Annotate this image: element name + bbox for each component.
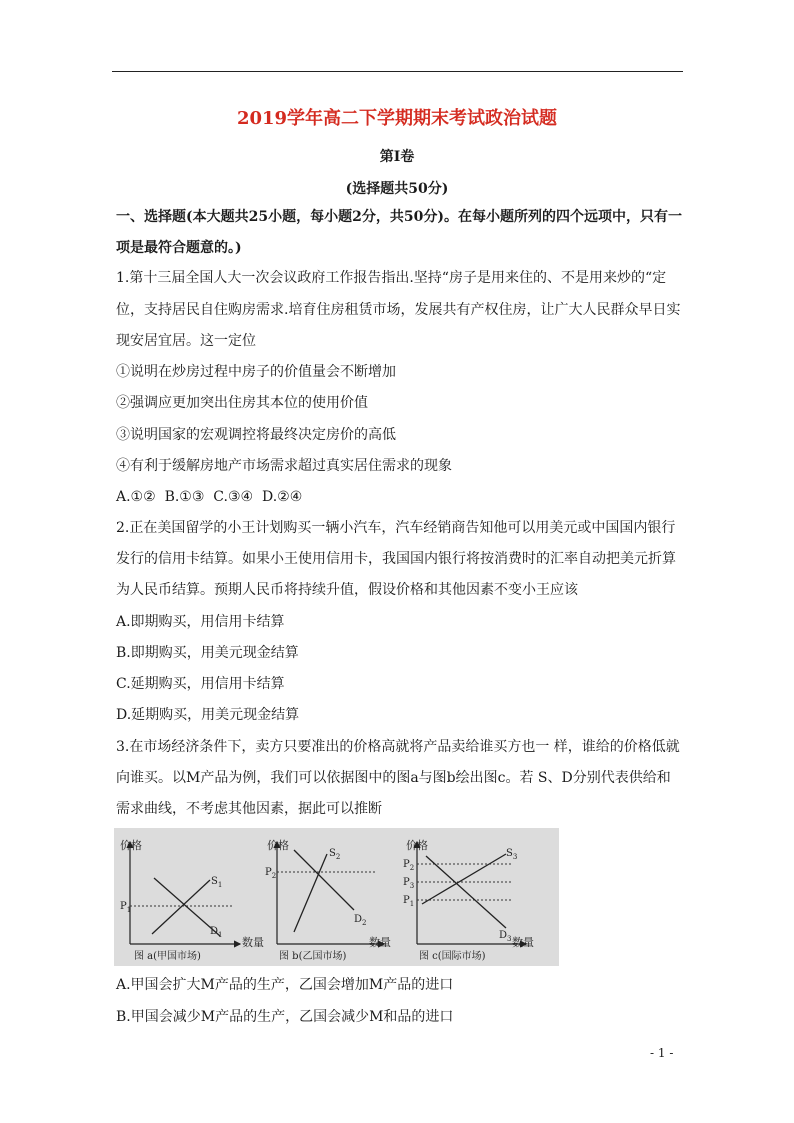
- panel-a: [120, 838, 264, 962]
- panel-c-price-mark-mid: $P_3$: [403, 877, 415, 890]
- section-heading-line1: 一、选择题(本大题共25小题，每小题2分，共50分)。在每小题所列的四个远项中，只有一: [116, 209, 682, 225]
- panel-c: [403, 838, 534, 962]
- panel-b-caption: 图 b(乙国市场): [279, 951, 347, 962]
- panel-a-price-mark: $P_1$: [120, 901, 132, 914]
- q3-stem-line2: 向谁买。以M产品为例，我们可以依据图中的图a与图b绘出图c。若 S、D分别代表供给和: [116, 770, 671, 786]
- panel-c-caption: 图 c(国际市场): [419, 951, 486, 962]
- panel-c-price-mark-top: $P_2$: [403, 859, 415, 872]
- q3-stem-line3: 需求曲线，不考虑其他因素，据此可以推断: [116, 801, 382, 817]
- q2-stem-line2: 发行的信用卡结算。如果小王使用信用卡，我国国内银行将按消费时的汇率自动把美元折算: [116, 551, 676, 567]
- panel-b: [265, 838, 391, 962]
- panel-c-supply-curve: [422, 854, 506, 904]
- q1-stem-line2: 位，支持居民自住购房需求.培育住房租赁市场，发展共有产权住房，让广大人民群众早日实: [116, 302, 681, 318]
- volume-label: 第Ⅰ卷: [379, 149, 415, 165]
- panel-a-supply-curve: [152, 880, 210, 934]
- q1-choices: A.①② B.①③ C.③④ D.②④: [116, 489, 303, 505]
- header-rule: [112, 71, 683, 72]
- panel-b-supply-label: $S_2$: [329, 848, 341, 861]
- q2-stem-line3: 为人民币结算。预期人民币将持续升值，假设价格和其他因素不变小王应该: [116, 582, 578, 598]
- page-number: - 1 -: [650, 1046, 674, 1060]
- q2-stem-line1: 2.正在美国留学的小王计划购买一辆小汽车，汽车经销商告知他可以用美元或中国国内银行: [116, 520, 676, 536]
- panel-b-quantity-label: 数量: [369, 936, 391, 949]
- q3-choice-a: A.甲国会扩大M产品的生产，乙国会增加M产品的进口: [116, 977, 454, 993]
- panel-a-demand-label: $D_1$: [210, 926, 223, 939]
- panel-b-price-label: 价格: [267, 839, 289, 852]
- section-heading-line2: 项是最符合题意的。): [116, 240, 242, 256]
- q1-option-1: ①说明在炒房过程中房子的价值量会不断增加: [116, 364, 396, 380]
- q3-stem-line1: 3.在市场经济条件下，卖方只要准出的价格高就将产品卖给谁买方也一 样，谁给的价格低就: [116, 739, 680, 755]
- q1-option-4: ④有利于缓解房地产市场需求超过真实居住需求的现象: [116, 458, 452, 474]
- panel-a-price-label: 价格: [120, 839, 142, 852]
- panel-a-quantity-label: 数量: [242, 936, 264, 949]
- supply-demand-diagrams: [114, 828, 559, 966]
- q2-choice-c: C.延期购买，用信用卡结算: [116, 676, 285, 692]
- panel-c-price-label: 价格: [406, 839, 428, 852]
- q1-option-2: ②强调应更加突出住房其本位的使用价值: [116, 395, 368, 411]
- q1-stem-line3: 现安居宜居。这一定位: [116, 333, 256, 349]
- panel-a-supply-label: $S_1$: [211, 876, 223, 889]
- q1-stem-line1: 1.第十三届全国人大一次会议政府工作报告指出.坚持“房子是用来住的、不是用来炒的“定: [116, 270, 667, 286]
- panel-b-demand-label: $D_2$: [354, 914, 367, 927]
- supply-demand-figure: [114, 828, 559, 966]
- q2-choice-b: B.即期购买，用美元现金结算: [116, 645, 299, 661]
- panel-c-demand-label: $D_3$: [499, 930, 512, 943]
- q2-choice-a: A.即期购买，用信用卡结算: [116, 614, 285, 630]
- panel-b-price-mark: $P_2$: [265, 867, 277, 880]
- q2-choice-d: D.延期购买，用美元现金结算: [116, 707, 300, 723]
- panel-c-supply-label: $S_3$: [506, 848, 518, 861]
- exam-title: 2019学年高二下学期期末考试政治试题: [236, 108, 558, 129]
- panel-c-demand-curve: [426, 856, 506, 928]
- panel-b-demand-curve: [294, 850, 354, 910]
- volume-note: (选择题共50分): [345, 181, 449, 197]
- panel-c-quantity-label: 数量: [512, 936, 534, 949]
- q3-choice-b: B.甲国会减少M产品的生产，乙国会减少M和品的进口: [116, 1009, 454, 1025]
- q1-option-3: ③说明国家的宏观调控将最终决定房价的高低: [116, 427, 396, 443]
- panel-a-caption: 图 a(甲国市场): [134, 951, 201, 962]
- panel-c-price-mark-low: $P_1$: [403, 895, 415, 908]
